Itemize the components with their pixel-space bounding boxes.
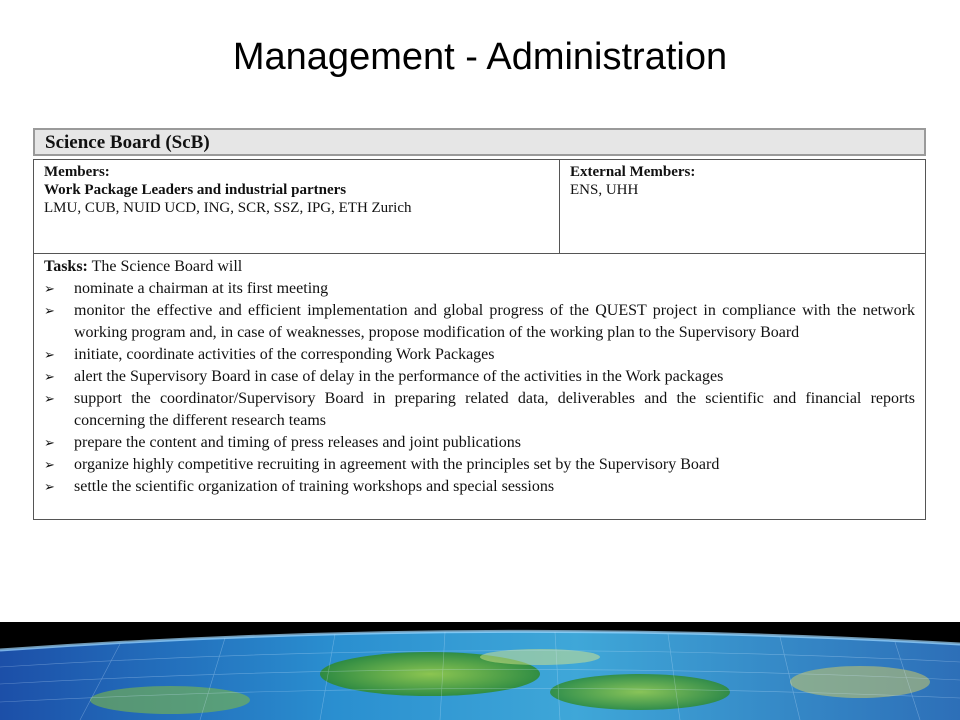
task-item xyxy=(44,454,915,476)
arrow-bullet-icon: ➢ xyxy=(44,347,55,362)
external-members-list: ENS, UHH xyxy=(570,182,639,198)
task-text: monitor the effective and efficient implementation and global progress of the QUEST project in compliance with the network working program and, in case of weaknesses, propose modification of the working plan to the Supervisory Board xyxy=(74,302,915,341)
tasks-intro: The Science Board will xyxy=(91,258,243,275)
arrow-bullet-icon: ➢ xyxy=(44,369,55,384)
tasks-heading xyxy=(44,256,915,278)
slide-title: Management - Administration xyxy=(232,36,728,78)
members-label: Members: xyxy=(44,164,110,180)
task-text: alert the Supervisory Board in case of delay in the performance of the activities in the Work packages xyxy=(74,368,724,385)
board-header: Science Board (ScB) xyxy=(33,128,926,156)
task-text: prepare the content and timing of press releases and joint publications xyxy=(74,434,521,451)
task-text: nominate a chairman at its first meeting xyxy=(74,280,329,297)
science-board-document xyxy=(33,128,926,520)
members-subtitle: Work Package Leaders and industrial partners xyxy=(44,182,347,198)
members-table xyxy=(33,159,926,254)
earth-globe-image xyxy=(0,622,960,720)
task-item xyxy=(44,300,915,344)
task-item xyxy=(44,344,915,366)
arrow-bullet-icon: ➢ xyxy=(44,479,55,494)
arrow-bullet-icon: ➢ xyxy=(44,303,55,318)
arrow-bullet-icon: ➢ xyxy=(44,457,55,472)
task-text: support the coordinator/Supervisory Board in preparing related data, deliverables and the scientific and financial reports concerning the different research teams xyxy=(74,390,915,429)
external-members-label: External Members: xyxy=(570,164,696,180)
external-members-cell xyxy=(560,160,925,253)
members-cell xyxy=(34,160,560,253)
earth-horizon-banner xyxy=(0,622,960,720)
arrow-bullet-icon: ➢ xyxy=(44,391,55,406)
tasks-section xyxy=(33,254,926,520)
task-text: settle the scientific organization of training workshops and special sessions xyxy=(74,478,555,495)
members-list: LMU, CUB, NUID UCD, ING, SCR, SSZ, IPG, ETH Zurich xyxy=(44,200,412,216)
task-item xyxy=(44,388,915,432)
task-item xyxy=(44,432,915,454)
task-text: organize highly competitive recruiting in agreement with the principles set by the Supervisory Board xyxy=(74,456,720,473)
task-item xyxy=(44,278,915,300)
task-item xyxy=(44,476,915,498)
task-item xyxy=(44,366,915,388)
arrow-bullet-icon: ➢ xyxy=(44,435,55,450)
arrow-bullet-icon: ➢ xyxy=(44,281,55,296)
task-text: initiate, coordinate activities of the corresponding Work Packages xyxy=(74,346,495,363)
tasks-label: Tasks: xyxy=(44,258,88,275)
